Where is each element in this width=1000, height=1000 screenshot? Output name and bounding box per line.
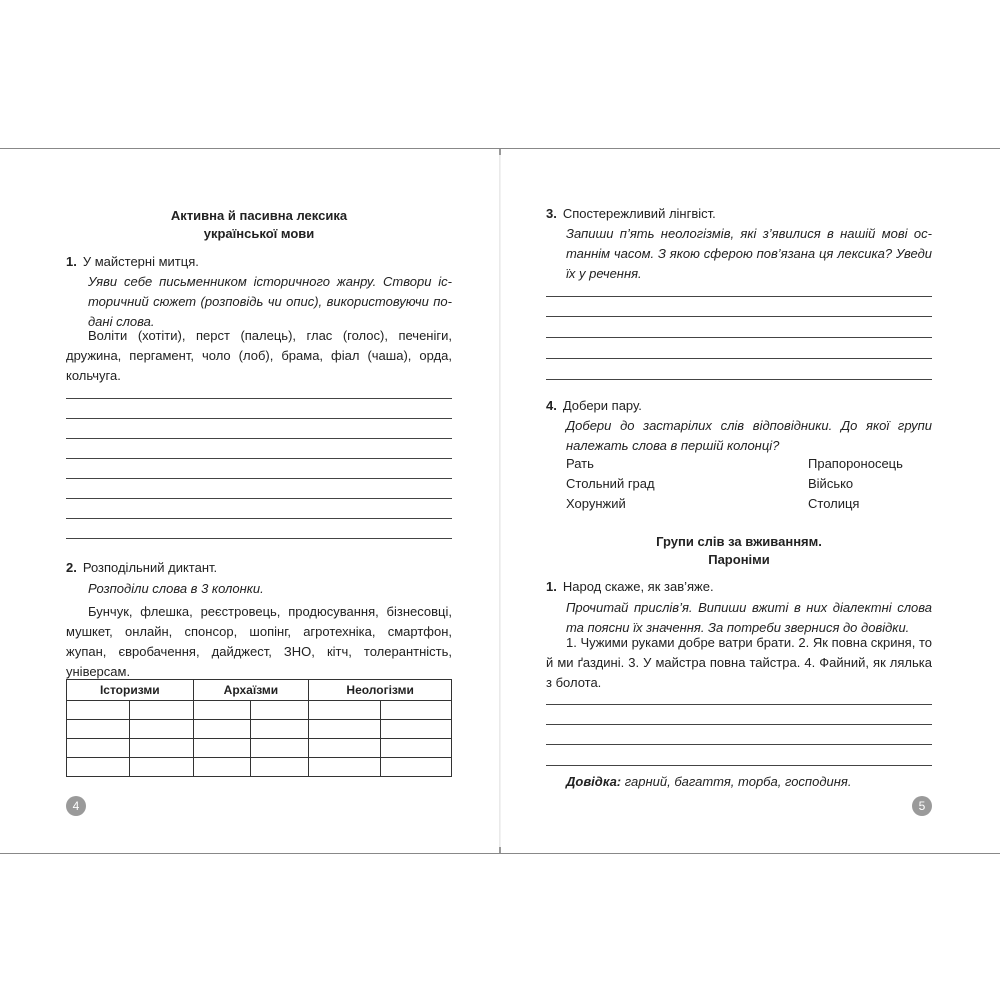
- task-title: Розподільний диктант.: [82, 560, 218, 575]
- section-title-line-2: Пароніми: [708, 552, 770, 567]
- spine-mark-top: [499, 149, 501, 155]
- task-number: 2.: [66, 560, 77, 575]
- task-title: У майстерні митця.: [82, 254, 199, 269]
- table-row: [67, 739, 452, 758]
- task-2-instruction: Розподіли слова в 3 колонки.: [88, 581, 264, 596]
- task-title: Спостережливий лінгвіст.: [562, 206, 716, 221]
- column-header-archaisms: Архаїзми: [193, 680, 309, 701]
- task-number: 4.: [546, 398, 557, 413]
- reference-label: Довідка:: [566, 774, 622, 789]
- task-2-header: [66, 558, 452, 578]
- writing-line[interactable]: [546, 724, 932, 725]
- table-cell[interactable]: [309, 720, 380, 739]
- task-2-words: Бунчук, флешка, реєстровець, продюсування, бізнесовці, мушкет, онлайн, спонсор, шопінг, агротехніка, смартфон, жупан, євробачення, дайджест, ЗНО, кітч, толерантність, універсам.: [66, 604, 452, 679]
- table-cell[interactable]: [251, 758, 309, 777]
- table-cell[interactable]: [130, 701, 193, 720]
- proverbs-text: 1. Чужими руками добре ватри брати. 2. Як повна скриня, то й ми ґаздині. 3. У майстра повна тайстра. 4. Файний, як лялька з болота.: [546, 635, 932, 690]
- writing-line[interactable]: [66, 458, 452, 459]
- table-cell[interactable]: [67, 720, 130, 739]
- reference-note: [566, 772, 932, 792]
- table-cell[interactable]: [67, 739, 130, 758]
- table-cell[interactable]: [251, 720, 309, 739]
- left-page-title: [66, 207, 452, 243]
- column-header-neologisms: Неологізми: [309, 680, 452, 701]
- task-title: Добери пару.: [562, 398, 642, 413]
- title-line-2: української мови: [203, 226, 315, 241]
- section-title-line-1: Групи слів за вживанням.: [656, 534, 822, 549]
- table-row: [67, 701, 452, 720]
- writing-line[interactable]: [546, 765, 932, 766]
- writing-line[interactable]: [66, 478, 452, 479]
- table-cell[interactable]: [251, 739, 309, 758]
- task-1-instruction: Уяви себе письменником історичного жанру. Створи історичний сюжет (розповідь чи опис), використовуючи подані слова.: [88, 274, 452, 329]
- writing-line[interactable]: [66, 498, 452, 499]
- old-word: Рать: [566, 456, 594, 471]
- task-1-words: Воліти (хотіти), перст (палець), глас (голос), печеніги, дружина, пергамент, чоло (лоб), брама, фіал (чаша), орда, кольчуга.: [66, 328, 452, 383]
- task-3-instruction: Запиши п’ять неологізмів, які з’явилися в нашій мові останнім часом. З якою сферою пов’язана ця лексика? Уведи їх у речення.: [566, 226, 932, 281]
- table-cell[interactable]: [67, 758, 130, 777]
- task-title: Народ скаже, як зав’яже.: [562, 579, 714, 594]
- writing-line[interactable]: [546, 337, 932, 338]
- table-cell[interactable]: [380, 720, 451, 739]
- task-5-instruction: Прочитай прислів’я. Випиши вжиті в них діалектні слова та поясни їх значення. За потреби звернися до довідки.: [566, 600, 932, 635]
- table-cell[interactable]: [309, 701, 380, 720]
- spine-mark-bottom: [499, 847, 501, 853]
- writing-line[interactable]: [66, 418, 452, 419]
- table-cell[interactable]: [130, 720, 193, 739]
- section-title: [546, 533, 932, 569]
- book-spine: [499, 149, 501, 853]
- task-4-header: [546, 396, 932, 416]
- table-cell[interactable]: [193, 758, 251, 777]
- task-number: 1.: [66, 254, 77, 269]
- task-number: 1.: [546, 579, 557, 594]
- table-cell[interactable]: [67, 701, 130, 720]
- table-cell[interactable]: [380, 701, 451, 720]
- page-bottom-edge: [0, 853, 1000, 854]
- table-cell[interactable]: [193, 720, 251, 739]
- page-number-right: 5: [912, 796, 932, 816]
- modern-word: Столиця: [808, 496, 860, 511]
- table-row: [67, 758, 452, 777]
- table-cell[interactable]: [130, 739, 193, 758]
- writing-line[interactable]: [546, 744, 932, 745]
- old-word: Хорунжий: [566, 496, 626, 511]
- task-number: 3.: [546, 206, 557, 221]
- writing-line[interactable]: [546, 379, 932, 380]
- table-cell[interactable]: [130, 758, 193, 777]
- column-header-historisms: Історизми: [67, 680, 194, 701]
- table-cell[interactable]: [309, 739, 380, 758]
- modern-word: Прапороносець: [808, 456, 903, 471]
- table-cell[interactable]: [380, 739, 451, 758]
- page-number-left: 4: [66, 796, 86, 816]
- task-3-header: [546, 204, 932, 224]
- table-cell[interactable]: [193, 739, 251, 758]
- old-word: Стольний град: [566, 476, 655, 491]
- reference-text: гарний, багаття, торба, господиня.: [621, 774, 852, 789]
- table-cell[interactable]: [309, 758, 380, 777]
- table-cell[interactable]: [380, 758, 451, 777]
- writing-line[interactable]: [66, 538, 452, 539]
- modern-word: Військо: [808, 476, 854, 491]
- writing-line[interactable]: [546, 316, 932, 317]
- task-4-instruction: Добери до застарілих слів відповідники. До якої групи належать слова в першій колонці?: [566, 418, 932, 453]
- task-1-header: [66, 252, 452, 272]
- writing-line[interactable]: [546, 358, 932, 359]
- title-line-1: Активна й пасивна лексика: [170, 208, 348, 223]
- task-5-header: [546, 577, 932, 597]
- table-cell[interactable]: [193, 701, 251, 720]
- table-cell[interactable]: [251, 701, 309, 720]
- writing-line[interactable]: [546, 704, 932, 705]
- writing-line[interactable]: [66, 438, 452, 439]
- table-row: [67, 720, 452, 739]
- writing-line[interactable]: [66, 398, 452, 399]
- sorting-table: [66, 679, 452, 777]
- writing-line[interactable]: [546, 296, 932, 297]
- writing-line[interactable]: [66, 518, 452, 519]
